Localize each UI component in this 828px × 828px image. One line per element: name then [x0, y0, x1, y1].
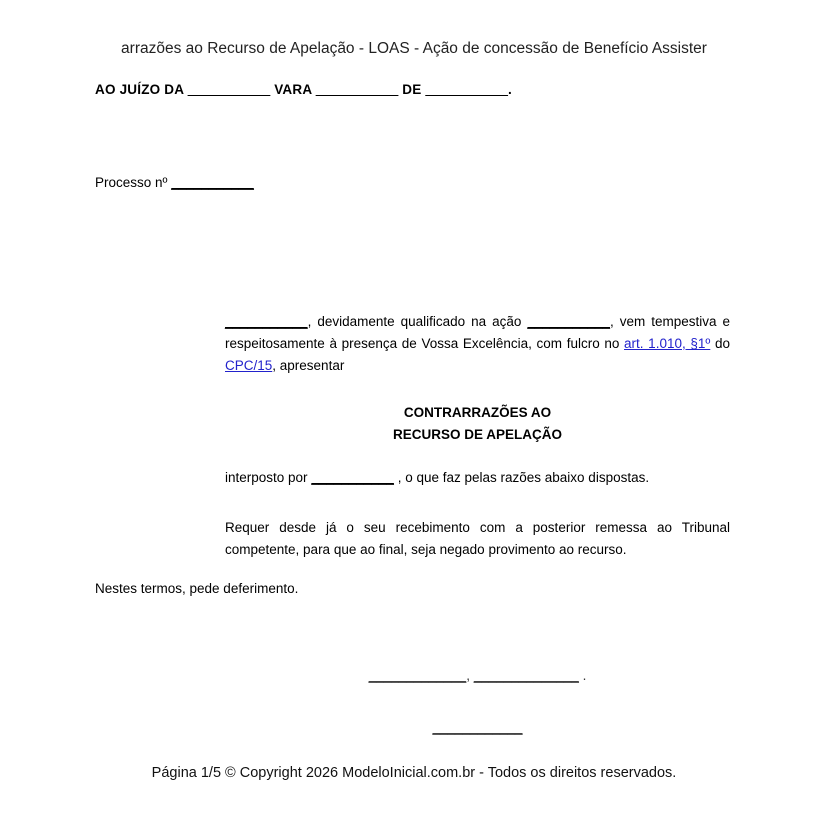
paragraph-interposed-by: [225, 467, 730, 489]
court-heading-vara: VARA: [274, 82, 312, 97]
process-number-blank: ___________: [171, 175, 254, 190]
court-heading-blank-2: ___________: [315, 82, 399, 97]
paragraph-qualification-text-3: do: [710, 336, 730, 351]
court-heading-de: DE: [402, 82, 422, 97]
link-cpc-15[interactable]: CPC/15: [225, 358, 273, 373]
paragraph-qualification-text-4: , apresentar: [272, 358, 345, 373]
paragraph-qualification: [225, 311, 730, 377]
document-center-title: [225, 402, 730, 446]
process-number-label: Processo nº: [95, 175, 168, 190]
court-heading-blank-1: ___________: [187, 82, 271, 97]
paragraph-qualification-text-2: , vem tempestiva e respeitosamente à presença de Vossa Excelência, com fulcro no: [225, 314, 730, 351]
paragraph-closing: Nestes termos, pede deferimento.: [95, 581, 299, 596]
action-blank: ___________: [527, 314, 610, 329]
center-title-line-1: CONTRARRAZÕES AO: [403, 405, 552, 420]
center-title-line-2: RECURSO DE APELAÇÃO: [392, 427, 562, 442]
link-art-1010[interactable]: art. 1.010, §1º: [624, 336, 711, 351]
signature-place-blank: _____________: [368, 668, 467, 683]
document-title: arrazões ao Recurso de Apelação - LOAS - Ação de concessão de Benefício Assister: [121, 40, 707, 57]
process-number-line: [95, 175, 254, 190]
interposed-by-text-1: interposto por: [225, 470, 308, 485]
signature-name-blank: ____________: [432, 720, 523, 735]
signature-comma: ,: [466, 668, 470, 683]
signature-date-blank: ______________: [473, 668, 579, 683]
interposed-by-text-2: , o que faz pelas razões abaixo dispostas.: [397, 470, 650, 485]
court-heading-blank-3: ___________: [425, 82, 508, 97]
interposed-by-blank: ___________: [311, 470, 394, 485]
signature-name-line: [225, 720, 730, 735]
signature-period: .: [582, 668, 587, 683]
party-name-blank: ___________: [225, 314, 308, 329]
paragraph-request: Requer desde já o seu recebimento com a posterior remessa ao Tribunal competente, para que ao final, seja negado provimento ao recurso.: [225, 520, 730, 557]
signature-place-date: [225, 668, 730, 683]
court-heading: [95, 82, 512, 97]
page-footer: Página 1/5 © Copyright 2026 ModeloInicial.com.br - Todos os direitos reservados.: [151, 765, 677, 781]
paragraph-qualification-text-1: , devidamente qualificado na ação: [307, 314, 522, 329]
court-heading-prefix: AO JUÍZO DA: [95, 82, 184, 97]
court-heading-period: .: [507, 82, 512, 97]
